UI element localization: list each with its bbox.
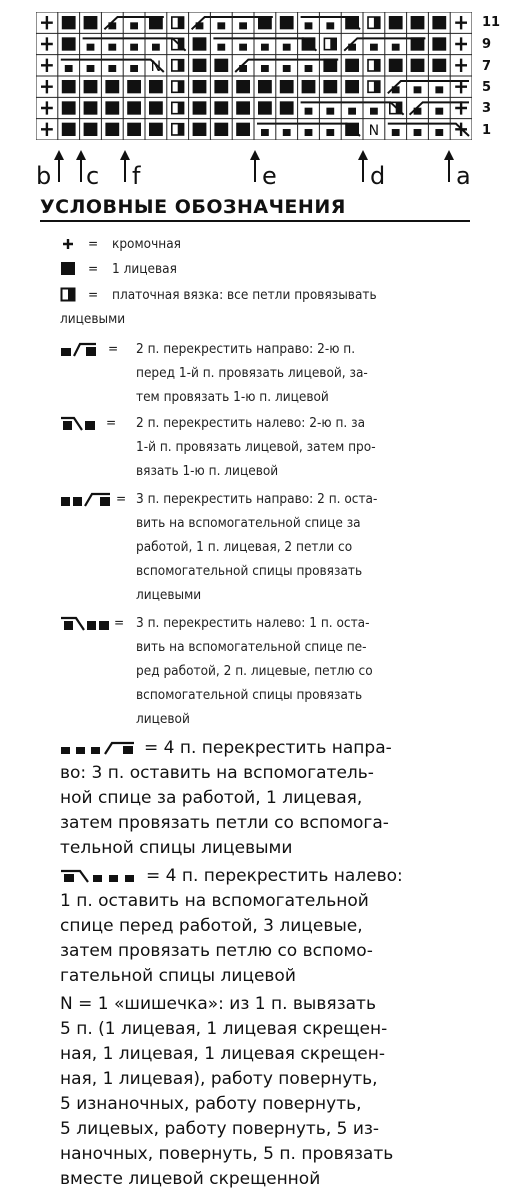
marker-b-label: b — [36, 162, 52, 190]
row-number-1: 1 — [482, 123, 492, 138]
marker-e-label: e — [262, 162, 277, 190]
marker-c-label: c — [86, 162, 100, 190]
knit-square — [432, 59, 446, 72]
legend-text-line: платочная вязка: все петли провязывать — [112, 287, 377, 303]
marker-d-label: d — [370, 162, 386, 190]
legend-text-line: 5 п. (1 лицевая, 1 лицевая скрещен- — [60, 1019, 388, 1039]
legend-text-line: тем провязать 1-ю п. лицевой — [136, 389, 329, 405]
knit-square — [236, 80, 250, 93]
bobble-icon: N — [150, 59, 162, 75]
legend-item-edge — [60, 232, 480, 256]
cross-stitch-mark — [283, 65, 291, 72]
knit-square — [432, 16, 446, 29]
knit-square — [258, 101, 272, 114]
knit-square — [149, 123, 163, 136]
cross-stitch-mark — [348, 108, 356, 115]
knit-square — [236, 101, 250, 114]
legend-item-knit — [60, 257, 480, 281]
knit-square — [62, 123, 76, 136]
bobble-icon: N — [368, 123, 380, 139]
cross-stitch-mark — [239, 22, 247, 29]
cross-right-4-icon — [60, 739, 140, 759]
legend-text-line: 5 лицевых, работу повернуть, 5 из- — [60, 1119, 380, 1139]
plus-icon — [60, 232, 76, 256]
marker-e — [248, 146, 278, 190]
legend-text-line: 1-й п. провязать лицевой, затем про- — [136, 439, 376, 455]
knit-square — [193, 80, 207, 93]
black-square-icon — [60, 257, 76, 281]
legend-text-line: спице перед работой, 3 лицевые, — [60, 916, 363, 936]
knit-square — [411, 16, 425, 29]
cross-stitch-mark — [87, 44, 95, 51]
half-square-icon — [172, 17, 184, 28]
legend-text-line: 5 изнаночных, работу повернуть, — [60, 1094, 362, 1114]
row-number-7: 7 — [482, 59, 492, 74]
half-square-icon — [368, 81, 380, 92]
row-number-9: 9 — [482, 37, 492, 52]
cross-stitch-mark — [108, 44, 116, 51]
knit-square — [105, 101, 119, 114]
marker-c — [74, 146, 104, 190]
legend-text-line: 2 п. перекрестить налево: 2-ю п. за — [136, 415, 366, 431]
equals-sign: = — [108, 341, 119, 357]
cross-stitch-mark — [87, 65, 95, 72]
legend-text-line: затем провязать петли со вспомога- — [60, 813, 389, 833]
knit-square — [280, 16, 294, 29]
cross-left-2-icon — [60, 411, 100, 435]
marker-d — [356, 146, 386, 190]
cross-stitch-mark — [130, 22, 138, 29]
cross-stitch-mark — [261, 65, 269, 72]
knit-square — [214, 59, 228, 72]
legend-text-line: N = 1 «шишечка»: из 1 п. вывязать — [60, 994, 376, 1014]
cross-stitch-mark — [370, 44, 378, 51]
legend-text-line: 1 п. оставить на вспомогательной — [60, 891, 369, 911]
legend-item-cross-right-2 — [60, 337, 480, 409]
marker-a-label: a — [456, 162, 471, 190]
arrow-up-icon — [442, 146, 456, 186]
legend-item-garter — [60, 283, 480, 331]
cross-stitch-mark — [305, 22, 313, 29]
legend-text: кромочная — [112, 236, 181, 252]
row-number-11: 11 — [482, 15, 501, 30]
knit-square — [389, 59, 403, 72]
knit-square — [193, 101, 207, 114]
cross-stitch-mark — [435, 129, 443, 136]
knit-square — [411, 59, 425, 72]
cross-stitch-mark — [326, 108, 334, 115]
knit-square — [411, 37, 425, 50]
legend-text-line: гательной спицы лицевой — [60, 966, 296, 986]
cross-stitch-mark — [326, 129, 334, 136]
arrow-up-icon — [118, 146, 132, 186]
legend-item-cross-left-2 — [60, 411, 480, 483]
knit-square — [432, 37, 446, 50]
cross-stitch-mark — [414, 129, 422, 136]
cross-left-4-icon — [60, 867, 142, 887]
cross-stitch-mark — [370, 108, 378, 115]
marker-a — [442, 146, 472, 190]
equals-sign: = — [88, 287, 99, 303]
equals-sign: = — [116, 491, 127, 507]
half-square-icon — [172, 60, 184, 71]
knit-square — [389, 16, 403, 29]
knit-square — [214, 80, 228, 93]
arrow-up-icon — [248, 146, 262, 186]
equals-sign: = — [88, 261, 99, 277]
knit-square — [302, 80, 316, 93]
legend-text-line: 2 п. перекрестить направо: 2-ю п. — [136, 341, 356, 357]
half-square-icon — [324, 38, 336, 49]
legend-text-line: вязать 1-ю п. лицевой — [136, 463, 279, 479]
legend-text-line: вспомогательной спицы провязать — [136, 563, 363, 579]
title-underline — [40, 220, 470, 222]
half-square-icon — [172, 81, 184, 92]
cross-stitch-mark — [305, 108, 313, 115]
arrow-up-icon — [52, 146, 66, 186]
legend-text-line: вместе лицевой скрещенной — [60, 1169, 321, 1189]
marker-f — [118, 146, 148, 190]
knit-square — [149, 101, 163, 114]
cross-stitch-mark — [217, 44, 225, 51]
knit-square — [258, 80, 272, 93]
equals-sign: = — [114, 615, 125, 631]
legend-text-line: вить на вспомогательной спице пе- — [136, 639, 367, 655]
row-number-5: 5 — [482, 80, 492, 95]
knit-square — [149, 80, 163, 93]
legend-text-line: работой, 1 п. лицевая, 2 петли со — [136, 539, 353, 555]
cross-stitch-mark — [261, 129, 269, 136]
knit-square — [62, 101, 76, 114]
knitting-chart — [36, 12, 472, 140]
knit-square — [84, 101, 98, 114]
knit-square — [193, 123, 207, 136]
knit-square — [84, 80, 98, 93]
legend-item-cross-right-3 — [60, 487, 480, 607]
legend-text-line: 3 п. перекрестить направо: 2 п. оста- — [136, 491, 378, 507]
knit-square — [127, 123, 141, 136]
cross-stitch-mark — [435, 108, 443, 115]
knit-square — [214, 123, 228, 136]
equals-sign: = — [106, 415, 117, 431]
legend-text-line: перед 1-й п. провязать лицевой, за- — [136, 365, 368, 381]
equals-sign: = — [88, 236, 99, 252]
half-square-icon — [172, 102, 184, 113]
cross-stitch-mark — [65, 65, 73, 72]
legend-text-line: во: 3 п. оставить на вспомогатель- — [60, 763, 374, 783]
legend-text: 1 лицевая — [112, 261, 177, 277]
cross-stitch-mark — [152, 44, 160, 51]
legend-text-line: лицевыми — [60, 311, 126, 327]
cross-stitch-mark — [217, 22, 225, 29]
cross-stitch-mark — [261, 44, 269, 51]
legend-text-line: затем провязать петлю со вспомо- — [60, 941, 373, 961]
knit-square — [236, 123, 250, 136]
knit-square — [214, 101, 228, 114]
legend-item-bobble — [60, 992, 460, 1197]
cross-stitch-mark — [130, 44, 138, 51]
knit-square — [84, 123, 98, 136]
legend-item-cross-left-4 — [60, 864, 460, 994]
cross-stitch-mark — [283, 44, 291, 51]
knit-square — [193, 59, 207, 72]
legend-title: УСЛОВНЫЕ ОБОЗНАЧЕНИЯ — [40, 196, 346, 218]
knit-square — [105, 80, 119, 93]
legend-text-line: = 4 п. перекрестить налево: — [146, 866, 403, 886]
legend-text-line: вспомогательной спицы провязать — [136, 687, 363, 703]
cross-right-3-icon — [60, 487, 112, 511]
legend-text-line: лицевыми — [136, 587, 202, 603]
legend-item-cross-left-3 — [60, 611, 480, 731]
knit-square — [193, 37, 207, 50]
cross-stitch-mark — [239, 44, 247, 51]
cross-stitch-mark — [326, 22, 334, 29]
legend-text-line: ред работой, 2 п. лицевые, петлю со — [136, 663, 373, 679]
cross-stitch-mark — [283, 129, 291, 136]
arrow-up-icon — [356, 146, 370, 186]
half-square-icon — [368, 60, 380, 71]
cross-stitch-mark — [435, 86, 443, 93]
knit-square — [105, 123, 119, 136]
knit-square — [345, 80, 359, 93]
cross-stitch-mark — [392, 129, 400, 136]
knit-square — [127, 101, 141, 114]
cross-stitch-mark — [305, 129, 313, 136]
cross-stitch-mark — [392, 44, 400, 51]
half-square-icon — [172, 124, 184, 135]
knit-square — [280, 80, 294, 93]
cross-stitch-mark — [130, 65, 138, 72]
legend-text-line: 3 п. перекрестить налево: 1 п. оста- — [136, 615, 370, 631]
marker-b — [36, 146, 66, 190]
legend-text-line: ная, 1 лицевая), работу повернуть, — [60, 1069, 378, 1089]
legend-text-line: тельной спицы лицевыми — [60, 838, 293, 858]
half-square-icon — [60, 283, 76, 307]
knit-square — [280, 101, 294, 114]
legend-text-line: ная, 1 лицевая, 1 лицевая скрещен- — [60, 1044, 386, 1064]
cross-stitch-mark — [414, 86, 422, 93]
knit-square — [323, 80, 337, 93]
half-square-icon — [368, 17, 380, 28]
knit-square — [62, 16, 76, 29]
knit-square — [127, 80, 141, 93]
legend-text-line: ной спице за работой, 1 лицевая, — [60, 788, 363, 808]
row-number-3: 3 — [482, 101, 492, 116]
marker-f-label: f — [132, 162, 141, 190]
legend-text-line: лицевой — [136, 711, 190, 727]
legend-text-line: вить на вспомогательной спице за — [136, 515, 361, 531]
legend-item-cross-right-4 — [60, 736, 460, 866]
knit-square — [345, 59, 359, 72]
cross-stitch-mark — [305, 65, 313, 72]
cross-right-2-icon — [60, 337, 100, 361]
knit-square — [62, 37, 76, 50]
legend-text-line: = 4 п. перекрестить напра- — [144, 738, 392, 758]
cross-stitch-mark — [108, 65, 116, 72]
knit-square — [62, 80, 76, 93]
legend-text-line: наночных, повернуть, 5 п. провязать — [60, 1144, 394, 1164]
cross-left-3-icon — [60, 611, 112, 635]
knit-square — [84, 16, 98, 29]
